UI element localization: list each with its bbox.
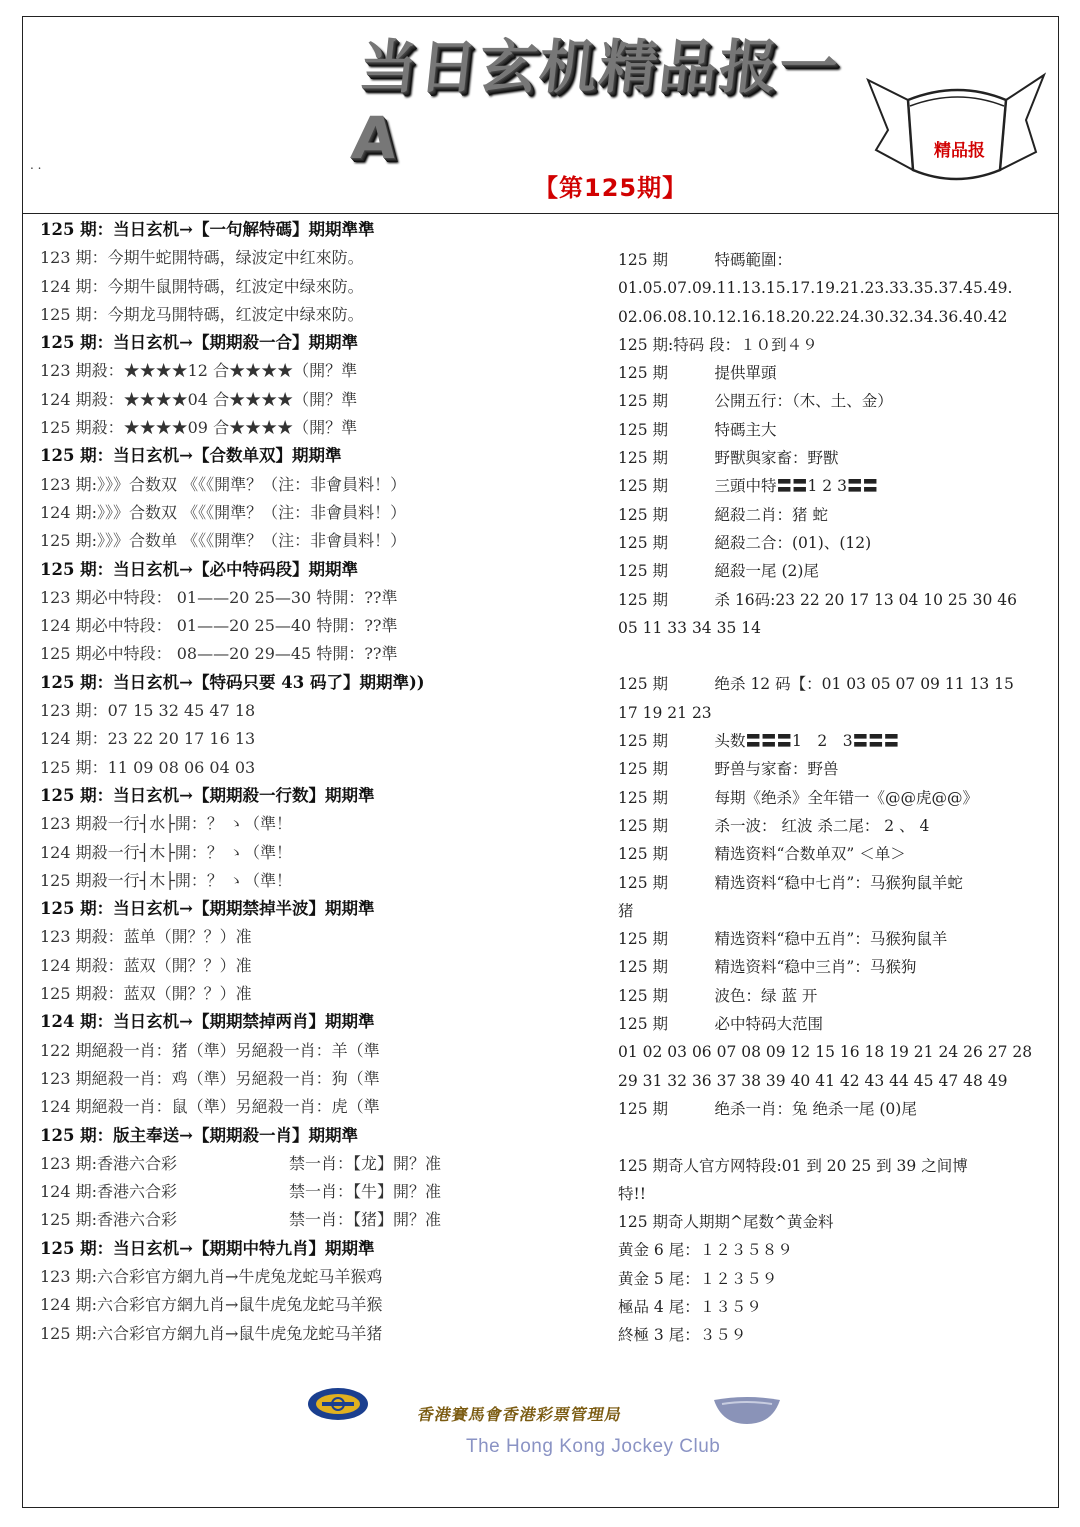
section-heading: 125 期：当日玄机→【合数单双】期期準	[40, 446, 342, 466]
list-item: 125 期必中特段： 08——20 29—45 特開：??準	[40, 644, 398, 664]
list-item: 125 期 杀一波： 红波 杀二尾： 2 、 4	[618, 816, 930, 835]
section-heading: 125 期：当日玄机→【期期中特九肖】期期準	[40, 1238, 375, 1258]
list-item: 125 期 絕殺二肖：猪 蛇	[618, 505, 828, 524]
list-item: 125 期殺一行┤木├開：？ ゝ（準！	[40, 870, 292, 890]
list-item: 125 期：今期龙马開特碼，红波定中绿來防。	[40, 304, 364, 324]
list-item: 125 期:特码 段：１０到４９	[618, 335, 818, 354]
list-item: 17 19 21 23	[618, 703, 712, 722]
list-item: 124 期絕殺一肖：鼠（準）另絕殺一肖：虎（準	[40, 1097, 380, 1117]
list-item: 125 期殺：★★★★09 合★★★★（開？準	[40, 418, 358, 438]
list-item: 123 期:六合彩官方網九肖→牛虎兔龙蛇马羊猴鸡	[40, 1266, 383, 1286]
list-item: 125 期 三頭中特〓〓1 2 3〓〓	[618, 477, 878, 496]
header-dots: . .	[30, 158, 42, 172]
section-heading: 125 期：当日玄机→【期期殺一行数】期期準	[40, 785, 375, 805]
list-item: 125 期:香港六合彩 禁一肖：【猪】開？准	[40, 1210, 442, 1230]
list-item: 125 期 特碼主大	[618, 420, 777, 439]
list-item: 123 期絕殺一肖：鸡（準）另絕殺一肖：狗（準	[40, 1068, 380, 1088]
list-item: 125 期殺：蓝双（開？？）准	[40, 984, 252, 1004]
hkjc-logo-icon	[306, 1386, 370, 1422]
list-item: 124 期:》》》合数双 《《《開準？（注：非會員料！）	[40, 502, 407, 522]
list-item: 125 期奇人官方网特段:01 到 20 25 到 39 之间博	[618, 1156, 968, 1175]
list-item: 125 期 特碼範圍：	[618, 251, 793, 269]
spacer	[618, 1123, 1048, 1151]
list-item: 122 期絕殺一肖：猪（準）另絕殺一肖：羊（準	[40, 1040, 380, 1060]
list-item: 125 期 精选资料“稳中三肖”：马猴狗	[618, 958, 917, 977]
list-item: 124 期：23 22 20 17 16 13	[40, 729, 256, 749]
list-item: 124 期:六合彩官方網九肖→鼠牛虎兔龙蛇马羊猴	[40, 1295, 383, 1315]
page-title: 当日玄机精品报一A	[348, 33, 843, 172]
section-heading: 125 期：当日玄机→【期期禁掉半波】期期準	[40, 899, 375, 919]
list-item: 02.06.08.10.12.16.18.20.22.24.30.32.34.36.40.42	[618, 307, 1008, 326]
list-item: 125 期 必中特码大范围	[618, 1015, 824, 1034]
list-item: 黄金 6 尾：１２３５８９	[618, 1241, 793, 1260]
scroll-badge-icon	[858, 60, 1054, 200]
list-item: 125 期 絕殺一尾 (2)尾	[618, 562, 819, 581]
list-item: 黄金 5 尾：１２３５９	[618, 1269, 778, 1288]
spacer	[618, 642, 1048, 670]
list-item: 125 期 绝杀一肖：兔 绝杀一尾 (0)尾	[618, 1099, 917, 1118]
list-item: 極品 4 尾：１３５９	[618, 1297, 762, 1316]
list-item: 124 期殺一行┤木├開：？ ゝ（準！	[40, 842, 292, 862]
list-item: 125 期 杀 16码:23 22 20 17 13 04 10 25 30 46	[618, 590, 1017, 609]
list-item: 123 期:》》》合数双 《《《開準？（注：非會員料！）	[40, 474, 407, 494]
list-item: 124 期殺：★★★★04 合★★★★（開？準	[40, 389, 358, 409]
list-item: 125 期 提供單頭	[618, 364, 777, 383]
list-item: 125 期 野兽与家畜：野兽	[618, 760, 839, 779]
list-item: 124 期必中特段： 01——20 25—40 特開：??準	[40, 616, 398, 636]
section-heading: 125 期：版主奉送→【期期殺一肖】期期準	[40, 1125, 359, 1145]
section-heading: 125 期：当日玄机→【必中特码段】期期準	[40, 559, 359, 579]
list-item: 125 期：11 09 08 06 04 03	[40, 757, 256, 777]
list-item: 125 期 精选资料“稳中五肖”：马猴狗鼠羊	[618, 930, 948, 949]
list-item: 123 期：今期牛蛇開特碼，绿波定中红來防。	[40, 248, 364, 268]
list-item: 125 期 绝杀 12 码【：01 03 05 07 09 11 13 15	[618, 675, 1014, 694]
list-item: 124 期殺：蓝双（開？？）准	[40, 955, 252, 975]
section-heading: 125 期：当日玄机→【特码只要 43 码了】期期準))	[40, 672, 425, 692]
issue-number: 【第125期】	[534, 174, 688, 202]
list-item: 123 期殺：★★★★12 合★★★★（開？準	[40, 361, 358, 381]
list-item: 01 02 03 06 07 08 09 12 15 16 18 19 21 24 26 27 28	[618, 1043, 1033, 1062]
list-item: 125 期 公開五行：（木、土、金）	[618, 392, 893, 411]
section-heading: 125 期：当日玄机→【期期殺一合】期期準	[40, 333, 359, 353]
list-item: 125 期 头数〓〓〓1 2 3〓〓〓	[618, 732, 900, 751]
list-item: 05 11 33 34 35 14	[618, 618, 761, 637]
section-heading: 124 期：当日玄机→【期期禁掉两肖】期期準	[40, 1012, 375, 1032]
list-item: 01.05.07.09.11.13.15.17.19.21.23.33.35.37.45.49.	[618, 279, 1013, 298]
list-item: 29 31 32 36 37 38 39 40 41 42 43 44 45 47 48 49	[618, 1071, 1008, 1090]
footer-chinese-name: 香港賽馬會香港彩票管理局	[416, 1405, 624, 1424]
list-item: 125 期 波色：绿 蓝 开	[618, 986, 818, 1005]
header-divider	[22, 213, 1059, 214]
list-item: 124 期：今期牛鼠開特碼，红波定中绿來防。	[40, 276, 364, 296]
right-column	[618, 246, 1048, 1350]
list-item: 125 期 每期《绝杀》全年错一《@@虎@@》	[618, 788, 979, 807]
list-item: 123 期:香港六合彩 禁一肖：【龙】開？准	[40, 1153, 442, 1173]
left-column	[40, 216, 580, 1348]
list-item: 125 期:六合彩官方網九肖→鼠牛虎兔龙蛇马羊猪	[40, 1323, 383, 1343]
list-item: 123 期必中特段： 01——20 25—30 特開：??準	[40, 587, 398, 607]
list-item: 123 期：07 15 32 45 47 18	[40, 701, 256, 721]
badge-label: 精品报	[934, 141, 985, 161]
list-item: 123 期殺：蓝单（開？？）准	[40, 927, 252, 947]
list-item: 125 期 野獸與家畜：野獸	[618, 449, 839, 468]
globe-logo-icon	[712, 1396, 782, 1426]
footer-english-name: The Hong Kong Jockey Club	[466, 1436, 721, 1457]
list-item: 125 期:》》》合数单 《《《開準？（注：非會員料！）	[40, 531, 407, 551]
list-item: 125 期奇人期期^尾数^黄金料	[618, 1213, 834, 1232]
list-item: 124 期:香港六合彩 禁一肖：【牛】開？准	[40, 1182, 442, 1202]
list-item: 終極 3 尾：３５９	[618, 1326, 747, 1345]
list-item: 123 期殺一行┤水├開：？ ゝ（準！	[40, 814, 292, 834]
list-item: 125 期 精选资料“稳中七肖”：马猴狗鼠羊蛇	[618, 873, 963, 892]
list-item: 125 期 絕殺二合：(01)、(12)	[618, 533, 872, 552]
list-item: 125 期 精选资料“合数单双” ＜单＞	[618, 845, 906, 864]
list-item: 猪	[618, 901, 634, 920]
list-item: 特!!	[618, 1184, 646, 1203]
section-heading: 125 期：当日玄机→【一句解特碼】期期準準	[40, 220, 375, 239]
